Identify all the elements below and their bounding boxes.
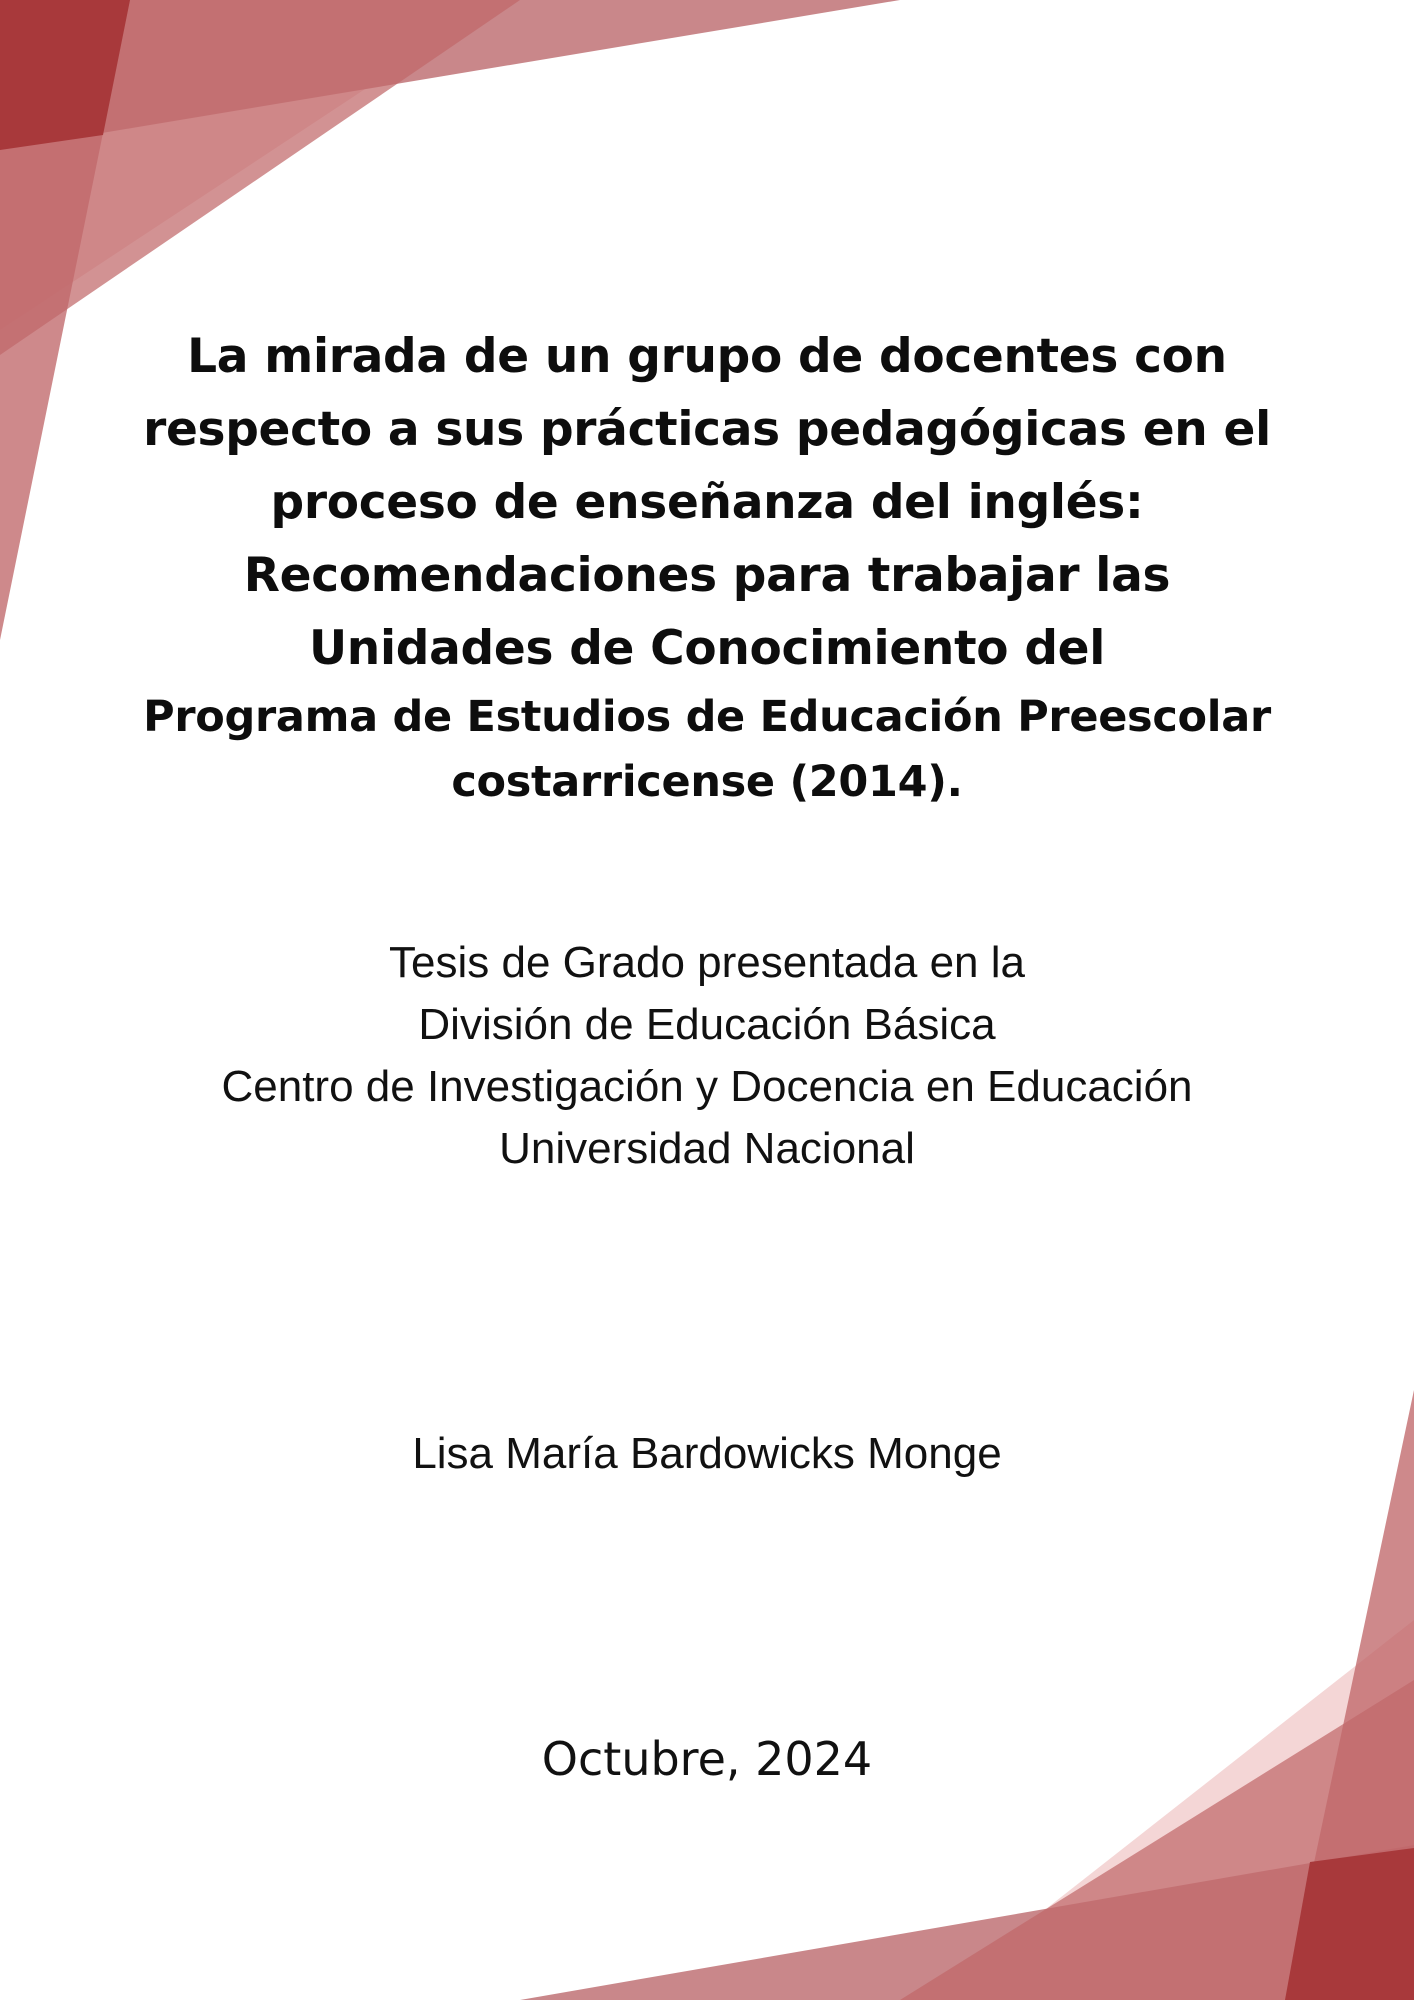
title-line: Unidades de Conocimiento del xyxy=(308,621,1106,676)
subtitle-line: Centro de Investigación y Docencia en Educación xyxy=(221,1062,1193,1111)
author-name: Lisa María Bardowicks Monge xyxy=(412,1429,1002,1478)
title-line: Programa de Estudios de Educación Preescolar xyxy=(143,692,1271,742)
institution-block xyxy=(120,932,1294,1180)
title-line: La mirada de un grupo de docentes con xyxy=(187,329,1227,384)
title-line: costarricense (2014). xyxy=(451,757,963,807)
title-line: respecto a sus prácticas pedagógicas en el xyxy=(143,402,1271,457)
publication-date: Octubre, 2024 xyxy=(541,1732,873,1786)
title-line: proceso de enseñanza del inglés: xyxy=(270,475,1144,530)
subtitle-line: División de Educación Básica xyxy=(418,1000,996,1049)
thesis-title xyxy=(120,320,1294,815)
title-line: Recomendaciones para trabajar las xyxy=(243,548,1171,603)
subtitle-line: Tesis de Grado presentada en la xyxy=(389,938,1025,987)
subtitle-line: Universidad Nacional xyxy=(499,1124,915,1173)
